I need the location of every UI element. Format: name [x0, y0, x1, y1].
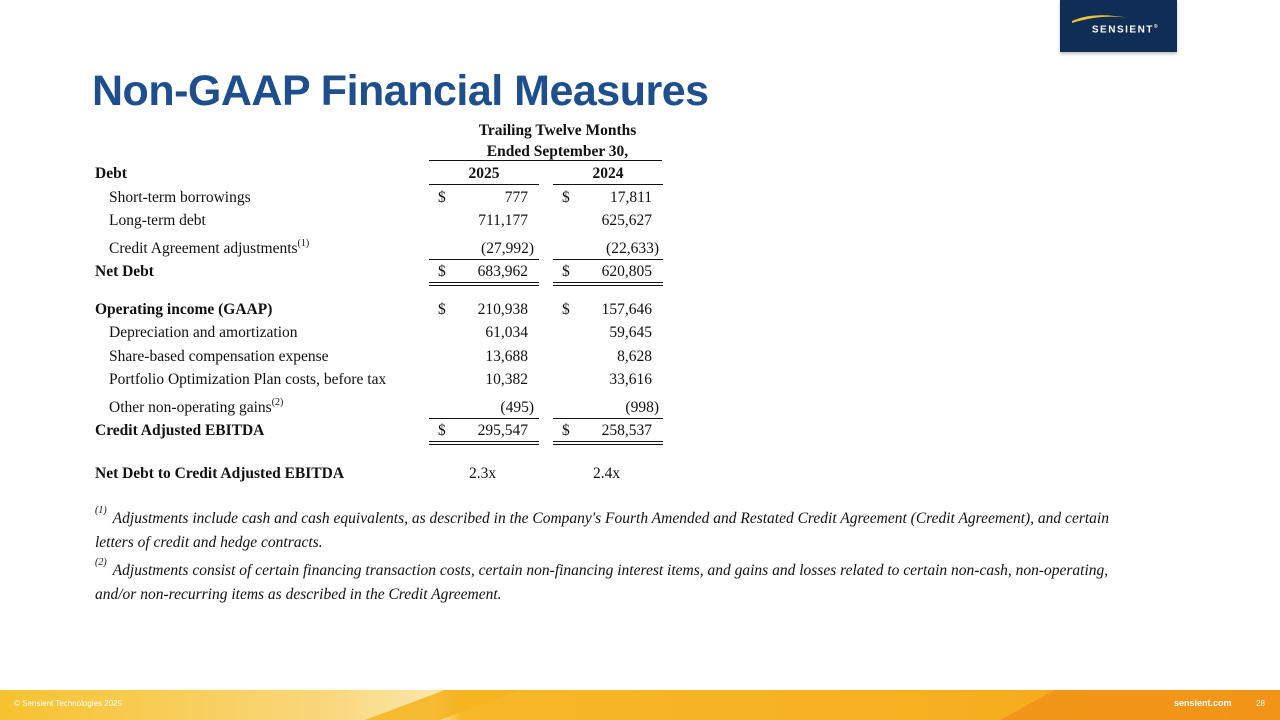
row-label: Credit Agreement adjustments$^{(1)}$	[109, 238, 310, 257]
currency-symbol: $	[562, 301, 570, 318]
value-2024: (998)	[625, 399, 659, 416]
subtotal-rule	[553, 259, 663, 260]
value-2025: (27,992)	[481, 240, 534, 257]
value-2024: 33,616	[609, 371, 652, 388]
currency-symbol: $	[438, 189, 446, 206]
row-label: Depreciation and amortization	[109, 324, 298, 341]
value-2024: 8,628	[617, 348, 652, 365]
value-2024: 59,645	[609, 324, 652, 341]
company-logo	[1060, 0, 1177, 52]
footer-band	[0, 690, 1280, 720]
value-2025: 210,938	[477, 301, 528, 318]
currency-symbol: $	[562, 263, 570, 280]
footer-gradient-graphic	[0, 690, 1280, 720]
total-label: Net Debt	[95, 263, 154, 280]
row-label: Portfolio Optimization Plan costs, before tax	[109, 371, 387, 388]
total-double-rule	[553, 441, 663, 445]
total-2024: 620,805	[601, 263, 652, 280]
column-rule-2025	[429, 184, 539, 185]
value-2025: 13,688	[485, 348, 528, 365]
logo-wordmark: SENSIENT®	[1091, 24, 1160, 36]
value-2025: (495)	[500, 399, 534, 416]
currency-symbol: $	[438, 263, 446, 280]
page-title: Non-GAAP Financial Measures	[92, 67, 709, 115]
footnote-marker: (2)	[95, 557, 107, 568]
total-label: Credit Adjusted EBITDA	[95, 422, 265, 439]
value-2024: (22,633)	[606, 240, 659, 257]
subtotal-rule	[429, 418, 539, 419]
ratio-2024: 2.4x	[593, 465, 621, 482]
ratio-label: Net Debt to Credit Adjusted EBITDA	[95, 465, 345, 482]
table-header-ended: Ended September 30,	[486, 143, 629, 160]
ratio-2025: 2.3x	[469, 465, 497, 482]
total-2024: 258,537	[601, 422, 652, 439]
currency-symbol: $	[438, 301, 446, 318]
header-rule	[429, 160, 662, 161]
total-double-rule	[429, 441, 539, 445]
column-header-2025: 2025	[468, 165, 500, 182]
value-2025: 10,382	[485, 371, 528, 388]
footnote-marker: (1)	[297, 238, 310, 249]
footnote-marker: (1)	[95, 505, 107, 516]
currency-symbol: $	[438, 422, 446, 439]
total-2025: 295,547	[477, 422, 528, 439]
footer-copyright: © Sensient Technologies 2025	[14, 699, 123, 708]
row-label: Other non-operating gains$^{(2)}$	[109, 397, 284, 416]
total-double-rule	[429, 282, 539, 286]
currency-symbol: $	[562, 422, 570, 439]
value-2025: 61,034	[485, 324, 528, 341]
footnote-marker: (2)	[271, 397, 284, 408]
footnote-1: $^{(1)}$ Adjustments include cash and cash equivalents, as described in the Company's Fourth Amended and Restated Credit Agreement (Credit Agreement), and certain letters of credit and hedge contracts.	[95, 505, 1109, 552]
page-number: 28	[1256, 699, 1265, 708]
row-label: Long-term debt	[109, 212, 206, 229]
value-2024: 625,627	[601, 212, 652, 229]
row-label: Share-based compensation expense	[109, 348, 329, 365]
total-2025: 683,962	[477, 263, 528, 280]
column-header-2024: 2024	[592, 165, 624, 182]
subtotal-rule	[553, 418, 663, 419]
table-header-period: Trailing Twelve Months	[478, 122, 637, 139]
section-label-debt: Debt	[95, 165, 127, 182]
column-rule-2024	[553, 184, 663, 185]
footnote-2: $^{(2)}$ Adjustments consist of certain financing transaction costs, certain non-financing interest items, and gains and losses related to certain non-cash, non-operating, and/or non-recurring items as described in the Credit Agreement.	[95, 557, 1109, 604]
value-2025: 777	[504, 189, 528, 206]
value-2024: 157,646	[601, 301, 652, 318]
row-label: Short-term borrowings	[109, 189, 251, 206]
total-double-rule	[553, 282, 663, 286]
row-label: Operating income (GAAP)	[95, 301, 273, 318]
subtotal-rule	[429, 259, 539, 260]
value-2025: 711,177	[478, 212, 528, 229]
footer-website-link[interactable]: sensient.com	[1174, 698, 1232, 708]
value-2024: 17,811	[609, 189, 652, 206]
currency-symbol: $	[562, 189, 570, 206]
